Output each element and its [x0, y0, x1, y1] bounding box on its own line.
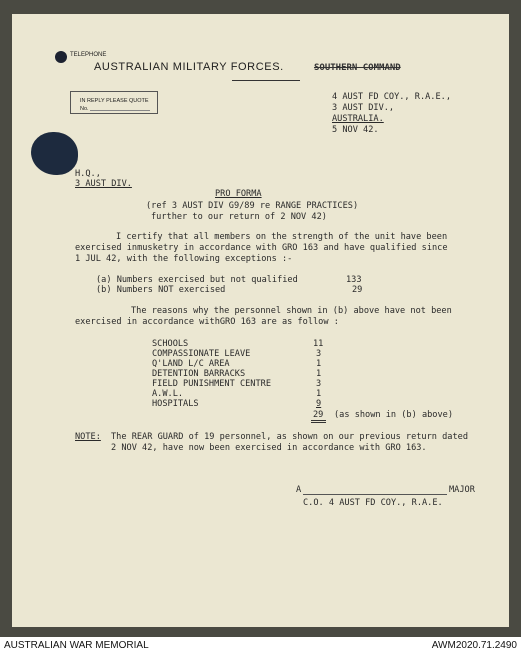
- reason-label: COMPASSIONATE LEAVE: [152, 349, 251, 359]
- addressee-hq: H.Q.,: [75, 169, 101, 179]
- signature-rank: MAJOR: [449, 485, 475, 495]
- reason-value: 1: [316, 359, 322, 369]
- reason-value: 3: [316, 379, 322, 389]
- total-note: (as shown in (b) above): [334, 410, 453, 420]
- reason-label: FIELD PUNISHMENT CENTRE: [152, 379, 271, 389]
- reason-label: Q'LAND L/C AREA: [152, 359, 230, 369]
- pro-forma-title: PRO FORMA: [215, 189, 262, 199]
- heading-rule: [232, 80, 300, 81]
- reasons-line-1: The reasons why the personnel shown in (b) above have not been: [131, 306, 452, 316]
- exception-b-value: 29: [352, 285, 363, 295]
- signature-line: [303, 494, 447, 495]
- total-value: 29: [313, 410, 324, 420]
- signature-prefix: A: [296, 485, 302, 495]
- further-line: further to our return of 2 NOV 42): [151, 212, 327, 222]
- command-struck: SOUTHERN COMMAND: [314, 63, 401, 73]
- sender-division: 3 AUST DIV.,: [332, 103, 395, 113]
- note-line-1: The REAR GUARD of 19 personnel, as shown on our previous return dated: [111, 432, 468, 442]
- sender-country: AUSTRALIA.: [332, 114, 384, 124]
- reason-value: 1: [316, 369, 322, 379]
- telephone-label: TELEPHONE: [70, 52, 107, 58]
- archive-footer: [0, 637, 521, 653]
- reason-label: HOSPITALS: [152, 399, 199, 409]
- exception-b-label: (b) Numbers NOT exercised: [96, 285, 226, 295]
- reasons-line-2: exercised in accordance withGRO 163 are as follow :: [75, 317, 339, 327]
- reason-value: 1: [316, 389, 322, 399]
- addressee-division: 3 AUST DIV.: [75, 179, 132, 189]
- forces-heading: AUSTRALIAN MILITARY FORCES.: [94, 61, 284, 73]
- archive-reference: AWM2020.71.2490: [431, 640, 517, 651]
- exception-a-value: 133: [346, 275, 362, 285]
- certify-line-2: exercised inmusketry in accordance with GRO 163 and have qualified since: [75, 243, 448, 253]
- reason-label: A.W.L.: [152, 389, 184, 399]
- note-line-2: 2 NOV 42, have now been exercised in accordance with GRO 163.: [111, 443, 427, 453]
- reason-label: DETENTION BARRACKS: [152, 369, 246, 379]
- reference-no-label: No.: [80, 106, 89, 112]
- reason-value: 11: [313, 339, 324, 349]
- sender-unit: 4 AUST FD COY., R.A.E.,: [332, 92, 451, 102]
- letter-date: 5 NOV 42.: [332, 125, 379, 135]
- certify-line-3: 1 JUL 42, with the following exceptions :-: [75, 254, 293, 264]
- archive-name: AUSTRALIAN WAR MEMORIAL: [4, 640, 149, 651]
- certify-line-1: I certify that all members on the strength of the unit have been: [116, 232, 448, 242]
- punch-hole: [55, 51, 67, 63]
- signature-title: C.O. 4 AUST FD COY., R.A.E.: [303, 498, 443, 508]
- reference-line: (ref 3 AUST DIV G9/89 re RANGE PRACTICES): [146, 201, 359, 211]
- reason-label: SCHOOLS: [152, 339, 189, 349]
- reason-value: 9: [316, 399, 322, 409]
- note-label: NOTE:: [75, 432, 101, 442]
- total-double-rule: [311, 422, 326, 423]
- reason-value: 3: [316, 349, 322, 359]
- ink-blot: [31, 132, 78, 175]
- exception-a-label: (a) Numbers exercised but not qualified: [96, 275, 298, 285]
- in-reply-label: IN REPLY PLEASE QUOTE: [80, 98, 149, 104]
- total-double-rule: [311, 420, 326, 421]
- reference-no-line: [90, 110, 150, 111]
